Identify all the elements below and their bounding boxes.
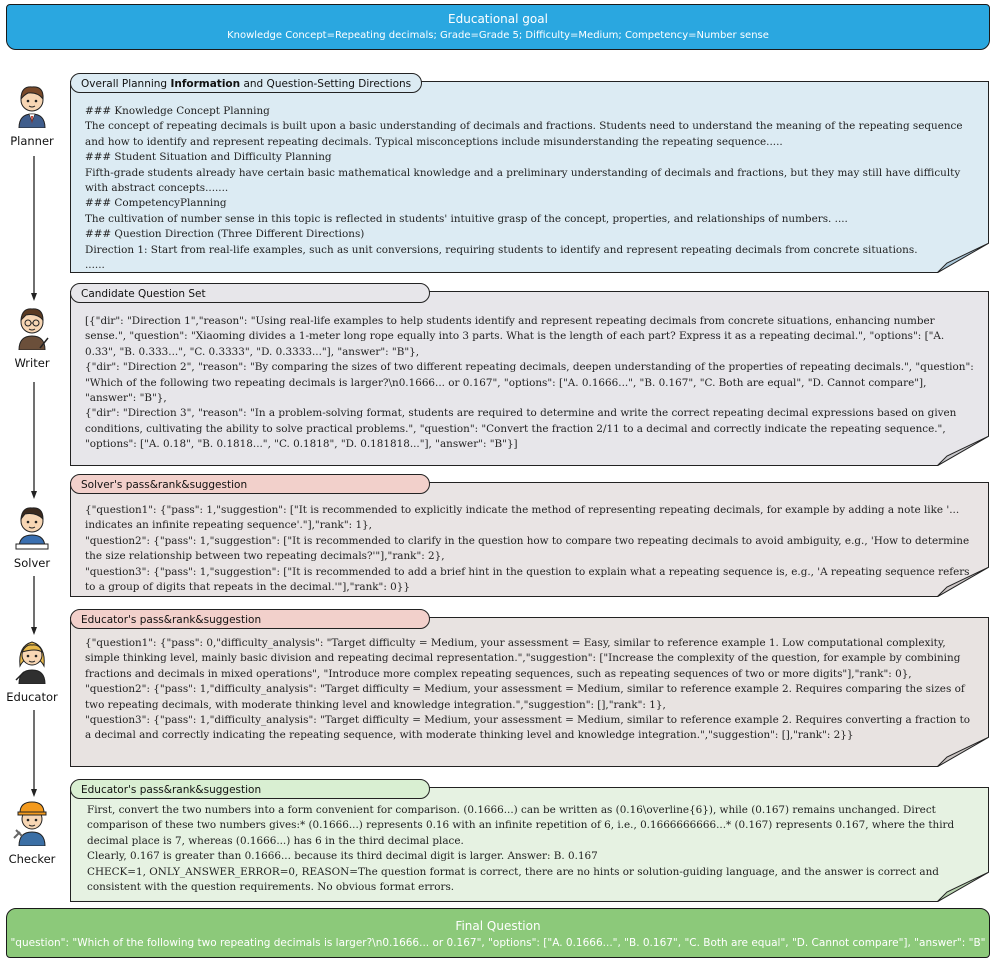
final-question-banner — [6, 908, 990, 958]
planning-tag-post: and Question-Setting Directions — [240, 78, 412, 90]
educational-goal-banner — [6, 4, 990, 50]
planning-tag-bold: Information — [170, 78, 241, 90]
checker-line: First, convert the two numbers into a form convenient for comparison. (0.1666...) can be written as (0.16\overline{6}), while (0.167) remains unchanged. Direct comparison of these two numbers gives:* (0.1666...) represents 0.16 with an infinite repetition of 6, i.e., 0.1666666666...* (0.167) represents 0.167, where the third decimal place is 7, whereas (0.1666...) has 6 in the third decimal place. — [87, 804, 955, 847]
writer-avatar-icon — [10, 302, 54, 350]
planning-line: Direction 1: Start from real-life examples, such as unit conversions, requiring students to identify and represent repeating decimals from concrete situations. — [85, 243, 918, 256]
page-curl-icon — [937, 567, 989, 597]
planning-line: ### Student Situation and Difficulty Planning — [85, 151, 332, 164]
solver-line: {"question1": {"pass": 1,"suggestion": ["It is recommended to explicitly indicate the method of representing repeating decimals, for example by adding a note like '... indicates an infinite repeating sequence'."],"rank": 1}, — [85, 504, 960, 532]
candidate-line: {"dir": "Direction 3", "reason": "In a problem-solving format, students are required to determine and write the correct repeating decimal expressions based on given conditions, cultivating the ability to solve practical problems.", "question": "Convert the fraction 2/11 to a decimal and correctly indicate the repeating sequence.", "options": ["A. 0.18", "B. 0.1818...", "C. 0.1818", "D. 0.181818..."], "answer": "B"}] — [85, 407, 957, 451]
candidate-line: [{"dir": "Direction 1","reason": "Using real-life examples to help students identify and represent repeating decimals from concrete situations, enhancing number sense.", "question": "Xiaoming divides a 1-meter long rope equally into 3 parts. What is the length of each part? Express it as a repeating decimal.", "options": ["A. 0.33", "B. 0.333...", "C. 0.3333", "D. 0.3333..."], "answer": "B"}, — [85, 315, 945, 358]
planning-line: The concept of repeating decimals is built upon a basic understanding of decimals and fractions. Students need to understand the meaning of the repeating sequence and how to identify and represent repeating decimals. Typical misconceptions include misunderstanding the repeating sequence..... — [85, 120, 963, 148]
agent-planner — [4, 80, 60, 148]
planning-panel — [70, 81, 989, 273]
final-question-content: "question": "Which of the following two repeating decimals is larger?\n0.1666... or 0.167", "options": ["A. 0.1666...", "B. 0.167", "C. Both are equal", "D. Cannot compare"], "answer": "B" — [10, 937, 986, 949]
educator-line: {"question1": {"pass": 0,"difficulty_analysis": "Target difficulty = Medium, your assessment = Easy, similar to reference example 1. Low computational complexity, simple thinking level, mainly basic division and repeating decimal representation.","suggestion": ["Increase the complexity of the question, for example by combining fractions and decimals in mixed operations", "Introduce more complex repeating sequences, such as repeating sequences of two or more digits"],"rank": 0}, — [85, 637, 961, 680]
arrow-solver-to-educator — [31, 576, 37, 636]
checker-text — [87, 803, 976, 895]
educational-goal-title: Educational goal — [448, 12, 548, 26]
solver-text — [85, 503, 976, 595]
arrow-educator-to-checker — [31, 710, 37, 798]
planning-line: The cultivation of number sense in this topic is reflected in students' intuitive grasp of the concept, properties, and relationships of numbers. .... — [85, 212, 848, 225]
page-curl-icon — [937, 436, 989, 466]
page-curl-icon — [937, 243, 989, 273]
candidate-panel — [70, 291, 989, 466]
agent-educator — [4, 636, 60, 704]
educator-line: "question2": {"pass": 1,"difficulty_analysis": "Target difficulty = Medium, your assessment = Medium, similar to reference example 2. Requires comparing the sizes of two repeating decimals, with moderate thinking level and knowledge integration.","suggestion": [],"rank": 1}, — [85, 683, 965, 711]
planning-tag — [70, 73, 422, 93]
agent-solver — [4, 502, 60, 570]
planning-line: ### Knowledge Concept Planning — [85, 105, 270, 117]
educator-avatar-icon — [10, 636, 54, 684]
solver-label: Solver — [13, 556, 51, 570]
candidate-tag: Candidate Question Set — [70, 283, 430, 303]
page-curl-icon — [937, 872, 989, 902]
writer-label: Writer — [14, 356, 50, 370]
solver-panel — [70, 482, 989, 597]
planning-text — [85, 104, 976, 273]
arrow-planner-to-writer — [31, 156, 37, 302]
checker-line: CHECK=1, ONLY_ANSWER_ERROR=0, REASON=The question format is correct, there are no hints or solution-guiding language, and the answer is correct and consistent with the question requirements. No obvious format errors. — [87, 865, 939, 894]
checker-label: Checker — [8, 852, 56, 866]
educator-text — [85, 636, 976, 744]
checker-line: Clearly, 0.167 is greater than 0.1666... because its third decimal digit is larger. Answer: B. 0.167 — [87, 850, 598, 863]
educator-panel — [70, 617, 989, 767]
checker-tag: Educator's pass&rank&suggestion — [70, 779, 430, 799]
educator-tag: Educator's pass&rank&suggestion — [70, 609, 430, 629]
arrow-writer-to-solver — [31, 382, 37, 500]
planning-line: ...... — [85, 259, 105, 272]
planner-avatar-icon — [10, 80, 54, 128]
checker-panel — [70, 787, 989, 902]
agent-writer — [4, 302, 60, 370]
solver-line: "question3": {"pass": 1,"suggestion": ["It is recommended to add a brief hint in the question to explain what a repeating sequence is, e.g., 'A repeating sequence refers to a group of digits that repeats in the decimal.'"],"rank": 0}} — [85, 565, 970, 594]
checker-avatar-icon — [10, 798, 54, 846]
candidate-text — [85, 314, 976, 453]
planning-tag-pre: Overall Planning — [81, 78, 171, 90]
solver-line: "question2": {"pass": 1,"suggestion": ["It is recommended to clarify in the question how to compare two repeating decimals to avoid ambiguity, e.g., 'How to determine the size relationship between two repeating decimals?'"],"rank": 2}, — [85, 534, 970, 563]
planning-line: Fifth-grade students already have certain basic mathematical knowledge and a preliminary understanding of decimals and fractions, but they may still have difficulty with abstract concepts....... — [85, 166, 961, 195]
solver-avatar-icon — [10, 502, 54, 550]
planning-line: ### Question Direction (Three Different Directions) — [85, 228, 365, 241]
agent-checker — [4, 798, 60, 866]
planner-label: Planner — [10, 134, 54, 148]
candidate-line: {"dir": "Direction 2", "reason": "By comparing the sizes of two different repeating decimals, deepen understanding of the properties of repeating decimals.", "question": "Which of the following two repeating decimals is larger?\n0.1666... or 0.167", "options": ["A. 0.1666...", "B. 0.167", "C. Both are equal", "D. Cannot compare"], "answer": "B"}, — [85, 361, 974, 405]
planning-line: ### CompetencyPlanning — [85, 197, 227, 210]
educational-goal-details: Knowledge Concept=Repeating decimals; Grade=Grade 5; Difficulty=Medium; Competency=Number sense — [227, 30, 769, 41]
page-curl-icon — [937, 737, 989, 767]
educator-label: Educator — [6, 690, 58, 704]
solver-tag: Solver's pass&rank&suggestion — [70, 474, 430, 494]
final-question-title: Final Question — [455, 919, 541, 933]
educator-line: "question3": {"pass": 1,"difficulty_analysis": "Target difficulty = Medium, your assessment = Medium, similar to reference example 2. Requires converting a fraction to a decimal and correctly indicating the repeating sequence, with moderate thinking level and knowledge integration.","suggestion": [],"rank": 2}} — [85, 714, 971, 742]
